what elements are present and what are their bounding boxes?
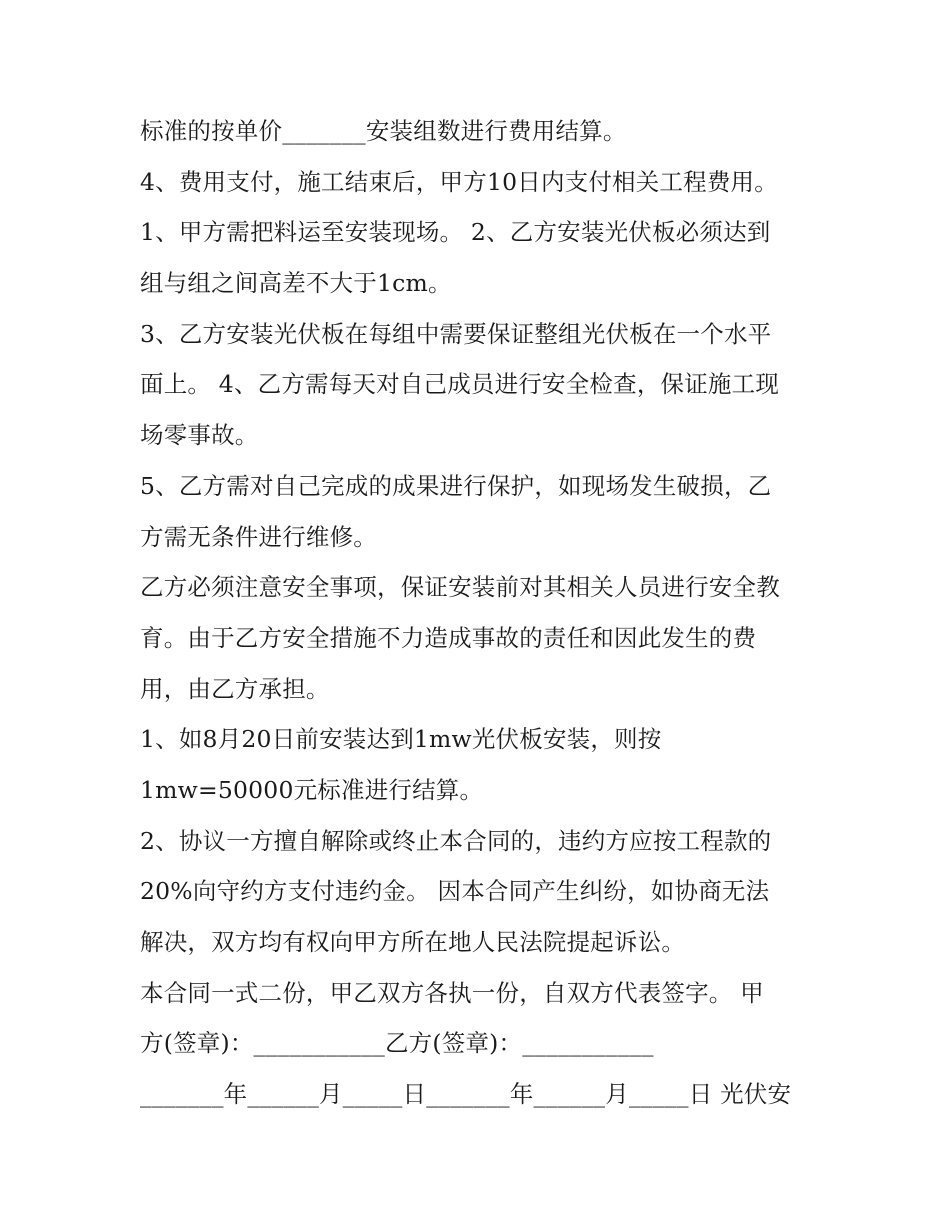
text-line: 组与组之间高差不大于1cm。 <box>140 269 452 298</box>
text-line: 场零事故。 <box>140 421 259 450</box>
text-line: 1、如8月20日前安装达到1mw光伏板安装，则按 <box>140 725 662 754</box>
text-line: 2、协议一方擅自解除或终止本合同的，违约方应按工程款的 <box>140 826 772 855</box>
text-line: 标准的按单价_______安装组数进行费用结算。 <box>140 117 627 145</box>
text-line: 解决，双方均有权向甲方所在地人民法院提起诉讼。 <box>140 928 686 956</box>
signature-line: 方(签章)：___________乙方(签章)：___________ <box>140 1029 654 1058</box>
text-line: 3、乙方安装光伏板在每组中需要保证整组光伏板在一个水平 <box>140 319 772 348</box>
text-line: 乙方必须注意安全事项，保证安装前对其相关人员进行安全教 <box>140 573 780 602</box>
text-line: 5、乙方需对自己完成的成果进行保护，如现场发生破损，乙 <box>140 471 772 500</box>
text-line: 20%向守约方支付违约金。 因本合同产生纠纷，如协商无法 <box>140 877 770 906</box>
date-line: _______年______月_____日_______年______月_____日 光伏安 <box>140 1080 792 1109</box>
text-line: 1、甲方需把料运至安装现场。 2、乙方安装光伏板必须达到 <box>140 218 771 247</box>
document-body <box>140 106 830 1120</box>
text-line: 用，由乙方承担。 <box>140 674 330 703</box>
text-line: 育。由于乙方安全措施不力造成事故的责任和因此发生的费 <box>140 623 757 652</box>
text-line: 本合同一式二份，甲乙双方各执一份，自双方代表签字。 甲 <box>140 978 764 1007</box>
text-line: 1mw=50000元标准进行结算。 <box>140 775 484 804</box>
text-line: 4、费用支付，施工结束后，甲方10日内支付相关工程费用。 <box>140 167 778 196</box>
text-line: 方需无条件进行维修。 <box>140 522 377 551</box>
text-line: 面上。 4、乙方需每天对自己成员进行安全检查，保证施工现 <box>140 370 780 399</box>
